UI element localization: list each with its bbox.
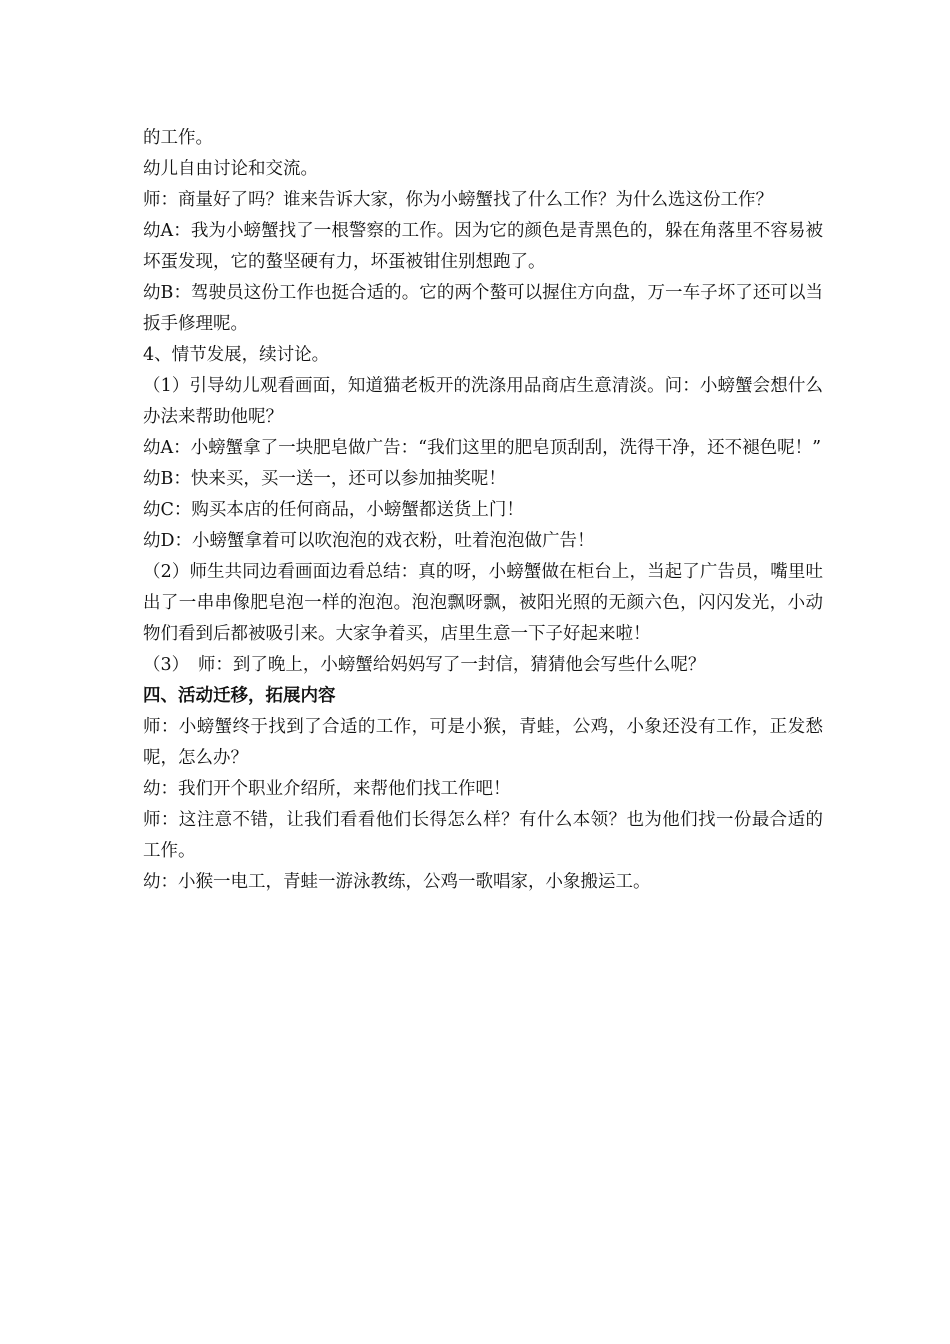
document-body [143, 123, 823, 898]
paragraph: 幼：我们开个职业介绍所，来帮他们找工作吧！ [143, 779, 511, 799]
paragraph: 的工作。 [143, 128, 213, 148]
paragraph: 幼D：小螃蟹拿着可以吹泡泡的戏衣粉，吐着泡泡做广告！ [143, 531, 595, 551]
paragraph: （1）引导幼儿观看画面，知道猫老板开的洗涤用品商店生意清淡。问：小螃蟹会想什么办法来帮助他呢？ [143, 376, 823, 427]
paragraph: 幼A：我为小螃蟹找了一根警察的工作。因为它的颜色是青黑色的，躲在角落里不容易被坏蛋发现，它的螯坚硬有力，坏蛋被钳住别想跑了。 [143, 221, 823, 272]
paragraph: 幼B：驾驶员这份工作也挺合适的。它的两个螯可以握住方向盘，万一车子坏了还可以当扳手修理呢。 [143, 283, 823, 334]
paragraph: 师：这注意不错，让我们看看他们长得怎么样？有什么本领？也为他们找一份最合适的工作。 [143, 810, 823, 861]
paragraph: （2）师生共同边看画面边看总结：真的呀，小螃蟹做在柜台上，当起了广告员，嘴里吐出了一串串像肥皂泡一样的泡泡。泡泡飘呀飘，被阳光照的无颜六色，闪闪发光，小动物们看到后都被吸引来。大家争着买，店里生意一下子好起来啦！ [143, 562, 823, 644]
paragraph: 幼儿自由讨论和交流。 [143, 159, 318, 179]
paragraph: 幼A：小螃蟹拿了一块肥皂做广告：“我们这里的肥皂顶刮刮，洗得干净，还不褪色呢！” [143, 438, 822, 458]
paragraph: 师：小螃蟹终于找到了合适的工作，可是小猴，青蛙，公鸡，小象还没有工作，正发愁呢，怎么办？ [143, 717, 823, 768]
paragraph: 师：商量好了吗？谁来告诉大家，你为小螃蟹找了什么工作？为什么选这份工作？ [143, 190, 773, 210]
section-heading: 四、活动迁移，拓展内容 [143, 686, 336, 706]
paragraph: 幼C：购买本店的任何商品，小螃蟹都送货上门！ [143, 500, 524, 520]
paragraph: 4、情节发展，续讨论。 [143, 345, 330, 365]
paragraph: 幼：小猴一电工，青蛙一游泳教练，公鸡一歌唱家，小象搬运工。 [143, 872, 651, 892]
paragraph: 幼B：快来买，买一送一，还可以参加抽奖呢！ [143, 469, 506, 489]
paragraph: （3） 师：到了晚上，小螃蟹给妈妈写了一封信，猜猜他会写些什么呢？ [143, 655, 706, 675]
